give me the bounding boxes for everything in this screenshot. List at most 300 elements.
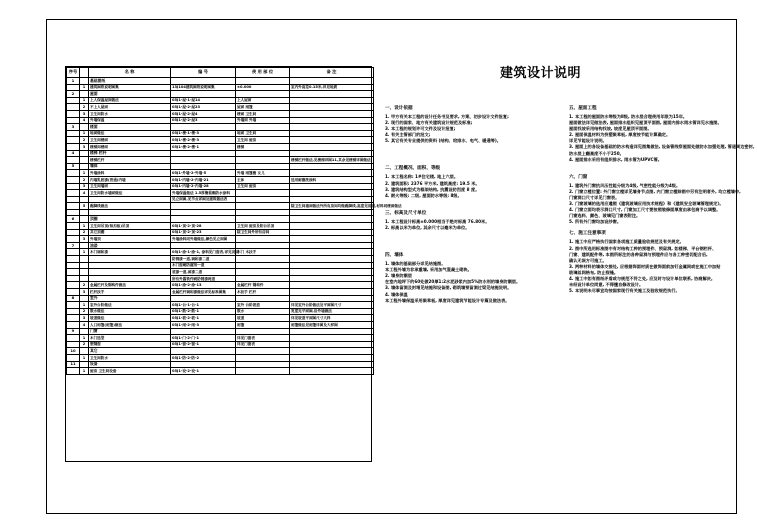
row-code: 05J1-窗-2-窗-1 (171, 341, 236, 348)
header-note: 备 注 (290, 68, 374, 78)
section-body (569, 239, 719, 294)
row-subnumber (80, 242, 89, 249)
table-row (67, 302, 374, 309)
row-use (236, 354, 290, 361)
row-note: 宽度见平面图,沿外墙做法 (290, 308, 374, 315)
row-name: 外墙涂料 (89, 170, 171, 177)
row-subnumber: 4 (80, 117, 89, 124)
section-body (385, 174, 560, 198)
note-line: 本工程外墙保温采用聚苯板, 厚度详见建筑节能设计专篇及做法表。 (385, 297, 510, 303)
row-use: 地面 卫生间 (236, 130, 290, 137)
row-note (290, 97, 374, 104)
row-note (290, 170, 374, 177)
row-note (290, 256, 374, 263)
row-use (236, 256, 290, 263)
row-note (290, 289, 374, 296)
note-line: 5. 其它有关专业提供的资料 (结构、给排水、电气、暖通等)。 (385, 138, 501, 144)
row-subnumber: 1 (80, 223, 89, 230)
table-row (67, 341, 374, 348)
row-number (67, 104, 80, 111)
row-name: 其它顶棚 (89, 229, 171, 236)
row-code: 所有外露铁件刷防锈漆两道 (171, 275, 236, 282)
row-use: 屋面 雨篷 (236, 104, 290, 111)
row-note (290, 275, 374, 282)
row-number (67, 130, 80, 137)
row-use (236, 348, 290, 355)
row-note (290, 223, 374, 230)
row-name: 塑钢窗 (89, 341, 171, 348)
row-subnumber: 3 (80, 143, 89, 150)
row-code (171, 216, 236, 223)
note-line: 3. 本工程的规划许可文件及设计批复; (385, 126, 456, 132)
row-use: 楼面 卫生间 (236, 110, 290, 117)
row-code (171, 242, 236, 249)
row-note (290, 216, 374, 223)
table-row (67, 143, 374, 150)
row-code: 05J1-楼-2-楼-1 (171, 143, 236, 150)
note-line: 2. 标高以米为单位, 其余尺寸以毫米为单位。 (385, 224, 470, 230)
notes-column-left (385, 106, 560, 304)
row-subnumber (80, 262, 89, 269)
header-no: 序号 (67, 68, 80, 78)
row-use (236, 368, 290, 375)
table-row (67, 97, 374, 104)
table-row (67, 335, 374, 342)
row-code: 05J1-涂-1-涂-1, 涂料见门窗表,详见说明 (172, 250, 239, 255)
row-name: 内墙乳胶漆(普通)内墙 (89, 176, 171, 183)
row-code (171, 203, 236, 210)
row-code (171, 348, 236, 355)
table-row (67, 269, 374, 276)
row-subnumber: 2 (80, 104, 89, 111)
row-name (89, 209, 171, 216)
row-note: 室内外高差0.15米,详见地质 (290, 84, 374, 91)
row-name: 厨房 卫生间设备 (89, 368, 171, 375)
row-subnumber: 1 (80, 368, 89, 375)
row-use (236, 203, 290, 210)
row-note (290, 361, 374, 368)
row-note (290, 354, 374, 361)
row-code (171, 361, 236, 368)
row-number (67, 143, 80, 150)
row-use (236, 157, 290, 164)
row-code: 05J1-顶-2-顶-28 (171, 223, 236, 230)
row-name: 金属栏杆及钢构件做法 (89, 282, 171, 289)
row-code (171, 328, 236, 335)
row-code: 防锈漆一道,调和漆二道 (171, 256, 236, 263)
row-subnumber: 1 (80, 249, 89, 256)
row-subnumber (80, 295, 89, 302)
row-code: 05J1-坡-2-坡-1 (171, 315, 236, 322)
row-use: 卫生间 厨房及阳台吊顶 (236, 223, 290, 230)
row-subnumber (80, 124, 89, 131)
row-subnumber: 3 (80, 315, 89, 322)
table-section-row (67, 163, 374, 170)
row-number (67, 209, 80, 216)
row-note: 详见坡道平面图尺寸大样 (290, 315, 374, 322)
row-name: 油漆 (89, 242, 171, 249)
table-row (67, 196, 374, 203)
table-section-row (67, 295, 374, 302)
row-number (67, 282, 80, 289)
note-line: 1. 甲方有关本工程的设计任务书及要求, 方案、初步设计文件批复; (385, 114, 509, 119)
note-line: 2. 现行的国家、地方有关建筑设计规范及标准; (385, 120, 473, 126)
note-line: 门窗、建筑配件等, 本图所标注的各种留洞与预埋件应与各工种密切配合后, (569, 251, 708, 257)
row-number: 11 (67, 361, 80, 368)
table-row (67, 315, 374, 322)
row-name: 入口雨篷(雨篷)做法 (89, 321, 171, 328)
row-name: 室外 (89, 295, 171, 302)
row-code: 05J1-内墙-2-内墙-21 (171, 176, 236, 183)
row-note: 除卫生间墙面做法外所有房间均做踢脚线,高度见说明,材料同楼面做法 (291, 203, 402, 208)
note-line: 1. 墙体的基础部分详见结施图。 (385, 261, 446, 267)
note-line: 3. 两种材料的墙体交接处, 应根据饰面材质在做饰面前加钉金属网或在施工中加贴 (569, 263, 721, 269)
section-heading: 一、设计依据 (385, 106, 413, 111)
table-row (67, 176, 374, 183)
row-code: 05J1-外墙-2-外墙-5 (171, 170, 236, 177)
row-name: 其它 (89, 348, 171, 355)
section-body (569, 182, 741, 226)
row-use: 主体 (236, 176, 290, 183)
row-note (290, 78, 374, 85)
table-row (67, 137, 374, 144)
row-subnumber: 2 (80, 137, 89, 144)
row-note (290, 269, 374, 276)
row-subnumber (80, 209, 89, 216)
table-row (67, 157, 374, 164)
row-subnumber: 1 (80, 354, 89, 361)
row-use: 室外 台阶坡道 (236, 302, 290, 309)
row-subnumber (80, 361, 89, 368)
row-number (67, 223, 80, 230)
row-code: 金属栏杆调和漆做法详见标准图集 (171, 289, 236, 296)
row-use (236, 150, 290, 157)
row-name: 室外台阶做法 (89, 302, 171, 309)
row-use (236, 190, 290, 197)
table-section-row (67, 78, 374, 85)
note-line: 2. 图中所选用标准图中有对结构工种的预埋件、预留洞, 如楼梯、平台钢栏杆、 (569, 245, 717, 251)
note-line: 屋面找坡采用结构找坡, 坡度见屋顶平面图。 (569, 126, 652, 132)
row-subnumber: 1 (80, 97, 89, 104)
row-code (171, 91, 236, 98)
row-name: 卫生间防水 (89, 354, 171, 361)
row-use (236, 328, 290, 335)
row-number (67, 229, 80, 236)
note-line: 本工程外墙为非承重墙, 采用加气混凝土砌块。 (385, 267, 472, 273)
row-note (290, 143, 374, 150)
note-line: 1. 建筑外门窗抗风压性能分级为4级, 气密性能分级为4级。 (569, 182, 681, 188)
row-code (171, 295, 236, 302)
row-subnumber: 2 (80, 308, 89, 315)
note-line: 屋面做法详见做法表, 屋面排水组织见屋顶平面图, 屋面内排水雨水管详见水施图。 (569, 120, 722, 126)
row-name: 卫生间墙面 (89, 183, 171, 190)
row-use (236, 124, 290, 131)
row-subnumber (80, 256, 89, 263)
row-use: 金属栏杆 钢构件 (236, 282, 290, 289)
table-row (67, 84, 374, 91)
row-number (67, 354, 80, 361)
row-subnumber: 1 (80, 170, 89, 177)
table-row (67, 368, 374, 375)
row-note: 详见室外台阶做法及平面图尺寸 (290, 302, 374, 309)
table-row (67, 229, 374, 236)
row-code: 05J1-屋-1-屋14 (171, 97, 236, 104)
row-use: 雨篷 (236, 321, 290, 328)
row-use: 外墙面 外墙 (236, 117, 290, 124)
row-use (236, 242, 290, 249)
row-use (236, 163, 290, 170)
table-row (67, 203, 374, 210)
row-name: 卫生间防水 (89, 110, 171, 117)
row-note (290, 282, 374, 289)
row-subnumber: 2 (80, 176, 89, 183)
table-row (67, 289, 374, 296)
row-subnumber: 2 (80, 341, 89, 348)
row-subnumber: 3 (80, 236, 89, 243)
row-subnumber (80, 157, 89, 164)
note-line: 5. 本说明未尽事宜均按国家现行有关施工及验收规范执行。 (569, 288, 680, 294)
table-row (67, 110, 374, 117)
note-line: 1. 本工程名称: 1#住宅楼, 地上六层。 (385, 174, 459, 180)
row-name: 顶棚 (89, 216, 171, 223)
note-line: 防水层上翻高度不小于250。 (569, 150, 624, 156)
row-name: 外墙顶 (89, 236, 171, 243)
row-code: 05J1-门-2-门-1 (171, 335, 236, 342)
note-line: 4. 墙体保温 (385, 291, 408, 297)
row-subnumber (80, 328, 89, 335)
row-subnumber: 2 (80, 282, 89, 289)
row-subnumber: 3 (80, 183, 89, 190)
row-code: 见立面图,见节点详图及建筑做法表 (171, 196, 236, 203)
row-note (290, 130, 374, 137)
note-line: 未经设计单位同意, 不得擅自修改设计。 (569, 282, 644, 288)
notes-column-right (569, 106, 757, 294)
row-name: 栏杆扶手 (89, 289, 171, 296)
row-number (67, 256, 80, 263)
section-heading: 三、标高及尺寸单位 (385, 210, 427, 216)
row-number (67, 137, 80, 144)
note-line: 4. 有关主管部门的批文; (385, 132, 431, 138)
table-section-row (67, 361, 374, 368)
table-section-row (67, 348, 374, 355)
table-row (67, 117, 374, 124)
row-name: 设备 (89, 361, 171, 368)
row-subnumber: 5 (80, 203, 89, 210)
row-use: 卫生间 厨房 (236, 137, 290, 144)
note-line: 4. 门窗立面均表示洞口尺寸, 门窗加工尺寸要按照装修面厚度由承包商予以调整。 (569, 207, 721, 213)
row-number (67, 170, 80, 177)
row-number (67, 308, 80, 315)
note-line: 2. 屋面保温材料为挤塑聚苯板, 厚度按节能计算确定。 (569, 132, 671, 138)
row-use: 坡道 (236, 315, 290, 322)
row-name: 墙体 (89, 163, 171, 170)
row-name: 木门调和漆 (89, 249, 171, 256)
row-subnumber: 4 (80, 321, 89, 328)
row-note (290, 110, 374, 117)
row-subnumber (80, 91, 89, 98)
row-code: 木门窗刷防腐剂一道 (171, 262, 236, 269)
row-use: 上人屋面 (236, 97, 290, 104)
row-name: 地面做法 (89, 130, 171, 137)
note-line: 4. 施工中如有图纸矛盾或与规范不符之处, 应及时与设计单位联系, 协商解决。 (569, 275, 716, 281)
row-name: 木门选型 (89, 335, 171, 342)
row-name: 基础图纸 (89, 78, 171, 85)
row-use (236, 209, 290, 216)
note-line: 详见节能设计说明。 (569, 138, 607, 144)
note-line: 5. 所有外门窗均加设纱窗。 (569, 219, 622, 225)
row-name: 楼面 (89, 124, 171, 131)
note-line: 在室内地坪下约60处做20厚1:2水泥砂浆内加5%防水剂的墙身防潮层。 (385, 279, 521, 285)
row-subnumber (80, 163, 89, 170)
row-name: 散水做法 (89, 308, 171, 315)
row-code: 05J1-散-2-散-1 (171, 308, 236, 315)
row-code (171, 157, 236, 164)
row-code: 05J1-屋-2-屋23 (171, 104, 236, 111)
note-line: 2. 建筑面积: 2376 平方米, 建筑高度: 19.5 米。 (385, 180, 480, 186)
row-number (67, 236, 80, 243)
row-name: 卫生间防水墙面做法 (89, 190, 171, 197)
row-subnumber (80, 150, 89, 157)
row-note (290, 150, 374, 157)
row-subnumber: 3 (80, 110, 89, 117)
row-use (236, 91, 290, 98)
row-name: 楼梯间楼面 (89, 143, 171, 150)
table-row (67, 183, 374, 190)
row-number (67, 97, 80, 104)
row-note (290, 236, 374, 243)
row-use: 木门 木扶手 (236, 249, 290, 256)
header-name: 名 称 (89, 68, 171, 78)
table-section-row (67, 124, 374, 131)
note-line: 1. 施工中应严格执行国家各项施工质量验收规范及有关规定。 (569, 239, 684, 245)
section-heading: 七、施工注意事项 (569, 231, 606, 237)
row-number (67, 289, 80, 296)
row-use (236, 236, 290, 243)
table-row (67, 282, 374, 289)
row-number: 6 (67, 216, 80, 223)
row-number: 2 (67, 91, 80, 98)
table-section-row (67, 242, 374, 249)
row-number (67, 302, 80, 309)
row-number: 1 (67, 78, 80, 85)
row-name: 卫生间楼面 (89, 137, 171, 144)
row-subnumber: 1 (80, 130, 89, 137)
row-code: 05J1-防-2-防-2 (171, 354, 236, 361)
row-number (67, 321, 80, 328)
row-name: 楼梯栏杆 (89, 157, 171, 164)
row-name (89, 196, 171, 203)
table-section-row (67, 328, 374, 335)
row-use: 除卫生间外所有房间 (236, 229, 290, 236)
table-section-row (67, 150, 374, 157)
row-use (236, 275, 290, 282)
section-heading: 五、屋面工程 (569, 106, 597, 111)
row-note (290, 295, 374, 302)
row-name (89, 262, 171, 269)
row-note (290, 196, 374, 203)
table-row (67, 130, 374, 137)
row-number (67, 262, 80, 269)
row-name (89, 269, 171, 276)
note-line: 门窗选料、颜色、玻璃见门窗表附注。 (569, 213, 641, 219)
row-note (290, 190, 374, 197)
table-section-row (67, 91, 374, 98)
row-name: 楼梯 栏杆 (89, 150, 171, 157)
row-subnumber: 4 (80, 190, 89, 197)
note-line: 3. 墙体留洞及封堵见结施和设备图, 砌筑墙预留洞过梁见结施说明。 (385, 285, 512, 291)
row-number: 5 (67, 163, 80, 170)
table-row (67, 308, 374, 315)
row-note: 选用耐擦洗涂料 (290, 176, 374, 183)
row-subnumber (80, 216, 89, 223)
note-line: 2. 墙身防潮层 (385, 273, 412, 279)
row-name: 卫生间吊顶(铝扣板)吊顶 (89, 223, 171, 230)
row-code: 05J1-屋-2-屋4 (171, 110, 236, 117)
row-subnumber: 1 (80, 335, 89, 342)
row-number (67, 190, 80, 197)
row-name: 建筑图纸说明图集 (89, 84, 171, 91)
note-line: 4. 屋面排水采用有组织排水, 雨水管为UPVC管。 (569, 156, 662, 162)
table-row (67, 249, 374, 256)
section-body (569, 114, 757, 163)
row-code (171, 150, 236, 157)
row-number: 4 (67, 150, 80, 157)
row-code: 05J1-设-2-设-1 (171, 368, 236, 375)
row-subnumber (80, 275, 89, 282)
row-number (67, 84, 80, 91)
row-code: 05J1-涂-2-涂-13 (171, 282, 236, 289)
table-row (67, 236, 374, 243)
row-name: 门窗 (89, 328, 171, 335)
note-line: 确认无误方可施工。 (569, 257, 607, 263)
note-line: 1. 本工程的屋面防水等级为Ⅱ级, 防水层合理使用年限为15年。 (569, 114, 688, 119)
note-line: 2. 门窗立樘位置: 外门窗立樘详见墙身节点图, 内门窗立樘除图中另有注明者外, 均立樘墙中, (569, 188, 741, 194)
row-number: 7 (67, 242, 80, 249)
row-code (171, 78, 236, 85)
row-number: 9 (67, 328, 80, 335)
note-line: 4. 耐火等级: 二级, 屋面防水等级: Ⅱ级。 (385, 192, 462, 198)
row-number (67, 157, 80, 164)
section-heading: 二、工程概况、面积、等级 (385, 166, 441, 172)
row-subnumber (80, 78, 89, 85)
row-name: 踢脚线做法 (89, 203, 171, 210)
table-row (67, 262, 374, 269)
row-code: 外墙涂料同外墙做法,颜色见立面图 (171, 236, 236, 243)
row-code (171, 124, 236, 131)
row-subnumber (80, 348, 89, 355)
row-code: 外墙保温做法 1.5厚聚氨酯防水涂料 (171, 190, 236, 197)
table-row (67, 170, 374, 177)
table-row (67, 190, 374, 197)
row-note: 雨篷做法见雨篷详图及大样图 (290, 321, 374, 328)
note-line: 1. 本工程设计标高±0.000相当于绝对标高 76.80米。 (385, 218, 490, 224)
table-row (67, 209, 374, 216)
row-number (67, 203, 80, 210)
note-line: 3. 门窗玻璃的选用应遵照《建筑玻璃应用技术规程》和《建筑安全玻璃管理规定》。 (569, 201, 724, 207)
row-name: 坡道做法 (89, 315, 171, 322)
row-use: 外墙 雨篷檐 女儿 (236, 170, 290, 177)
row-number (67, 176, 80, 183)
row-code: 05J1-屋-2-屋3 (171, 117, 236, 124)
row-number (67, 315, 80, 322)
row-code: 05J1-顶-2-顶-23 (171, 229, 236, 236)
row-note (290, 262, 374, 269)
row-use: 木扶手 栏杆 (236, 289, 290, 296)
row-code (171, 163, 236, 170)
table-section-row (67, 216, 374, 223)
row-note (290, 242, 374, 249)
row-use (236, 216, 290, 223)
